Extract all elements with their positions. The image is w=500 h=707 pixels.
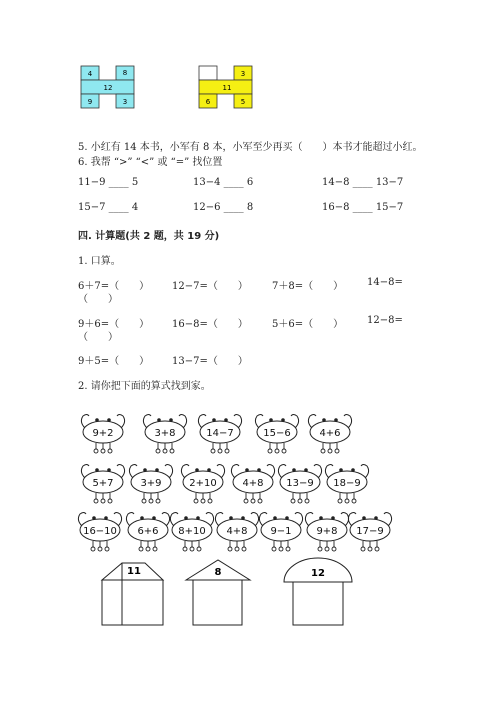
yellow-mid: 11: [222, 84, 232, 92]
expression-text: 16−10: [83, 526, 117, 537]
expression-text: 3+8: [154, 428, 176, 439]
oral-3-1: 9＋5=（ ）: [78, 356, 150, 367]
house-2: [186, 560, 250, 625]
oral-2-1: 9＋6=（ ）: [78, 319, 150, 330]
expression-text: 15−6: [263, 428, 291, 439]
expression-bug: [170, 513, 213, 552]
expression-text: 14−7: [206, 428, 234, 439]
oral-1-4: 14−8=: [367, 277, 403, 288]
expression-text: 4+6: [319, 428, 341, 439]
compare-2-1: 15−7 ____ 4: [78, 202, 139, 213]
expression-text: 8+10: [178, 526, 206, 537]
expression-text: 6+6: [137, 526, 159, 537]
cyan-bl: 9: [87, 98, 93, 106]
expression-bug: [308, 415, 351, 454]
expression-bug: [129, 465, 172, 504]
expression-bug: [255, 415, 298, 454]
yellow-tr: 3: [240, 70, 246, 78]
yellow-bl: 6: [205, 98, 211, 106]
oral-2-wrap: （ ）: [78, 332, 118, 343]
expression-bug: [259, 513, 302, 552]
question-6: 6. 我帮 “>” “<” 或 “=” 找位置: [78, 157, 223, 168]
question-1: 1. 口算。: [78, 256, 121, 267]
oral-2-4: 12−8=: [367, 315, 403, 326]
cyan-tl: 4: [87, 70, 93, 78]
oral-1-2: 12−7=（ ）: [172, 281, 248, 292]
expression-text: 4+8: [226, 526, 248, 537]
expression-bug: [81, 415, 124, 454]
section-4-heading: 四. 计算题(共 2 题，共 19 分): [78, 231, 220, 242]
oral-1-1: 6＋7=（ ）: [78, 281, 150, 292]
yellow-br: 5: [240, 98, 246, 106]
house-1: [102, 563, 163, 625]
expression-text: 13−9: [286, 478, 314, 489]
expression-bug: [181, 465, 224, 504]
house-3-label: 12: [311, 568, 325, 579]
expression-text: 5+7: [92, 478, 114, 489]
question-2: 2. 请你把下面的算式找到家。: [78, 381, 211, 392]
oral-1-wrap: （ ）: [78, 294, 118, 305]
expression-bug: [305, 513, 348, 552]
expression-bug: [215, 513, 258, 552]
expression-text: 2+10: [189, 478, 217, 489]
compare-2-2: 12−6 ____ 8: [193, 202, 254, 213]
expression-bug: [325, 465, 368, 504]
expression-text: 4+8: [242, 478, 264, 489]
expression-text: 9+8: [316, 526, 338, 537]
expression-bug: [278, 465, 321, 504]
oral-3-2: 13−7=（ ）: [172, 356, 248, 367]
cyan-tr: 8: [122, 69, 128, 77]
expression-bug: [143, 415, 186, 454]
expression-bug: [348, 513, 391, 552]
expression-text: 3+9: [140, 478, 162, 489]
compare-1-3: 14−8 ____ 13−7: [322, 177, 404, 188]
house-3: [284, 558, 352, 625]
expression-text: 9+2: [92, 428, 114, 439]
house-2-label: 8: [214, 567, 222, 578]
expression-bug: [126, 513, 169, 552]
expression-text: 18−9: [333, 478, 361, 489]
compare-1-1: 11−9 ____ 5: [78, 177, 139, 188]
oral-2-3: 5＋6=（ ）: [272, 319, 344, 330]
cyan-mid: 12: [103, 84, 113, 92]
question-5: 5. 小红有 14 本书，小军有 8 本，小军至少再买（ ）本书才能超过小红。: [78, 142, 423, 153]
cyan-br: 3: [122, 98, 128, 106]
compare-1-2: 13−4 ____ 6: [193, 177, 254, 188]
compare-2-3: 16−8 ____ 15−7: [322, 202, 404, 213]
oral-1-3: 7＋8=（ ）: [272, 281, 344, 292]
expression-bug: [81, 465, 124, 504]
oral-2-2: 16−8=（ ）: [172, 319, 248, 330]
expression-bug: [78, 513, 121, 552]
expression-bug: [198, 415, 241, 454]
house-1-label: 11: [127, 566, 141, 577]
expression-bug: [231, 465, 274, 504]
expression-text: 17−9: [356, 526, 384, 537]
expression-text: 9−1: [270, 526, 292, 537]
